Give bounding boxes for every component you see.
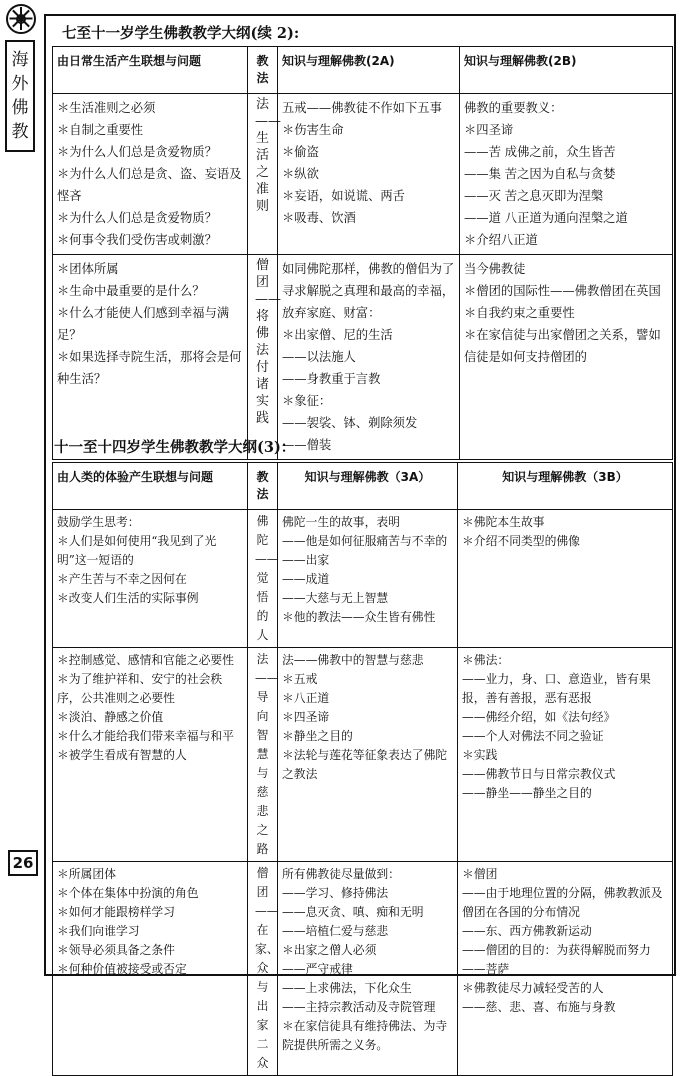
list-item: ＊控制感觉、感情和官能之必要性 — [57, 653, 234, 667]
method-label: 佛陀——觉悟的人 — [255, 514, 279, 642]
list-item: ——静坐——静坐之目的 — [462, 786, 592, 800]
list-item: ＊被学生看成有智慧的人 — [57, 748, 187, 762]
knowledge-b-cell — [458, 862, 673, 1076]
list-item: ＊纵欲 — [282, 167, 319, 181]
header-questions: 由日常生活产生联想与问题 — [53, 47, 248, 94]
list-item: ＊僧团的国际性——佛教僧团在英国 — [464, 284, 661, 298]
list-item: ——他是如何征服痛苦与不幸的 — [282, 534, 448, 548]
list-item: ＊僧团 — [462, 867, 498, 881]
header-method: 教法 — [248, 463, 278, 510]
list-item: ＊生命中最重要的是什么？ — [57, 284, 205, 298]
method-label: 法——导向智慧与慈悲之路 — [255, 652, 279, 856]
list-item: ——成道 — [282, 572, 330, 586]
questions-cell — [53, 510, 248, 648]
page-number: 26 — [8, 850, 38, 876]
list-item: ＊淡泊、静感之价值 — [57, 710, 164, 724]
table-row — [53, 510, 673, 648]
header-knowledge-3b: 知识与理解佛教（3B） — [458, 463, 673, 510]
list-item: ——上求佛法，下化众生 — [282, 981, 412, 995]
table-row — [53, 648, 673, 862]
method-label: 法——生活之准则 — [255, 97, 281, 214]
list-item: ＊个体在集体中扮演的角色 — [57, 886, 199, 900]
list-item: ——袈裟、钵、剃除须发 — [282, 416, 418, 430]
list-item: 所有佛教徒尽量做到： — [282, 867, 400, 881]
list-item: 当今佛教徒 — [464, 262, 526, 276]
method-cell — [248, 94, 281, 255]
list-item: ——佛教节日与日常宗教仪式 — [462, 767, 616, 781]
list-item: ＊领导必须具备之条件 — [57, 943, 175, 957]
questions-cell — [53, 255, 248, 460]
list-item: ＊他的教法——众生皆有佛性 — [282, 610, 436, 624]
list-item: 佛陀一生的故事，表明 — [282, 515, 400, 529]
knowledge-a-cell — [278, 255, 460, 460]
list-item: ＊佛教徒尽力减轻受苦的人 — [462, 981, 604, 995]
questions-cell — [53, 862, 248, 1076]
list-item: ＊生活准则之必须 — [57, 101, 156, 115]
list-item: ＊偷盗 — [282, 145, 319, 159]
list-item: ＊所属团体 — [57, 867, 116, 881]
knowledge-b-cell — [460, 94, 673, 255]
list-item: ＊为什么人们总是贪、盗、妄语及悭吝 — [57, 167, 242, 203]
list-item: ＊四圣谛 — [464, 123, 514, 137]
list-item: 法——佛教中的智慧与慈悲 — [282, 653, 424, 667]
table-row — [53, 94, 673, 255]
list-item: ＊伤害生命 — [282, 123, 344, 137]
list-item: ＊在家信徒与出家僧团之关系，譬如信徒是如何支持僧团的 — [464, 328, 661, 364]
list-item: ＊五戒 — [282, 672, 318, 686]
list-item: ——大慈与无上智慧 — [282, 591, 389, 605]
list-item: ——灭 苦之息灭即为涅槃 — [464, 189, 604, 203]
list-item: ——主持宗教活动及寺院管理 — [282, 1000, 436, 1014]
list-item: ——佛经介绍，如《法句经》 — [462, 710, 616, 724]
table2-title: 十一至十四岁学生佛教教学大纲(3)： — [54, 439, 296, 456]
header-questions: 由人类的体验产生联想与问题 — [53, 463, 248, 510]
method-cell — [248, 648, 278, 862]
method-label: 僧团——将佛法付诸实践 — [255, 258, 281, 426]
list-item: ——业力，身、口、意造业，皆有果报，善有善报，恶有恶报 — [462, 672, 651, 705]
list-item: ＊在家信徒具有维持佛法、为寺院提供所需之义务。 — [282, 1019, 448, 1052]
list-item: ＊我们向谁学习 — [57, 924, 140, 938]
list-item: ——苦 成佛之前，众生皆苦 — [464, 145, 616, 159]
syllabus-table-11-14 — [52, 462, 673, 1076]
list-item: ＊自我约束之重要性 — [464, 306, 575, 320]
list-item: ——菩萨 — [462, 962, 510, 976]
list-item: ＊介绍八正道 — [464, 233, 538, 247]
list-item: ＊四圣谛 — [282, 710, 330, 724]
list-item: 佛教的重要教义： — [464, 101, 563, 115]
list-item: ＊自制之重要性 — [57, 123, 144, 137]
list-item: ——出家 — [282, 553, 330, 567]
list-item: ＊改变人们生活的实际事例 — [57, 591, 199, 605]
knowledge-a-cell — [278, 648, 458, 862]
list-item: ——个人对佛法不同之验证 — [462, 729, 604, 743]
list-item: ＊为什么人们总是贪爱物质？ — [57, 145, 217, 159]
header-method: 教法 — [248, 47, 278, 94]
list-item: ＊何事令我们受伤害或刺激？ — [57, 233, 217, 247]
method-cell — [248, 255, 281, 460]
table-row — [53, 255, 673, 460]
questions-cell — [53, 94, 248, 255]
list-item: ＊何种价值被接受或否定 — [57, 962, 187, 976]
list-item: ＊静坐之目的 — [282, 729, 353, 743]
list-item: ——东、西方佛教新运动 — [462, 924, 592, 938]
list-item: ＊产生苦与不幸之因何在 — [57, 572, 187, 586]
table1-title: 七至十一岁学生佛教教学大纲(续 2): — [62, 25, 300, 42]
method-label: 僧团——在家、众与出家二众 — [255, 866, 279, 1070]
list-item: ——身教重于言教 — [282, 372, 381, 386]
list-item: ——学习、修持佛法 — [282, 886, 389, 900]
list-item: ＊团体所属 — [57, 262, 119, 276]
side-tab-label: 海外佛教 — [5, 40, 35, 152]
list-item: ——培植仁爱与慈悲 — [282, 924, 389, 938]
list-item: ——由于地理位置的分隔，佛教教派及僧团在各国的分布情况 — [462, 886, 663, 919]
list-item: ——道 八正道为通向涅槃之道 — [464, 211, 628, 225]
list-item: ＊吸毒、饮酒 — [282, 211, 356, 225]
side-tab — [5, 4, 35, 152]
list-item: ＊八正道 — [282, 691, 330, 705]
list-item: ＊佛法： — [462, 653, 510, 667]
knowledge-a-cell — [278, 94, 460, 255]
list-item: ＊什么才能给我们带来幸福与和平 — [57, 729, 234, 743]
syllabus-table-7-11 — [52, 46, 673, 460]
header-knowledge-2b: 知识与理解佛教(2B) — [460, 47, 673, 94]
knowledge-b-cell — [460, 255, 673, 460]
knowledge-b-cell — [458, 510, 673, 648]
list-item: ＊为了维护祥和、安宁的社会秩序，公共准则之必要性 — [57, 672, 223, 705]
list-item: ＊如果选择寺院生活，那将会是何种生活？ — [57, 350, 242, 386]
method-cell — [248, 510, 278, 648]
list-item: ＊出家僧、尼的生活 — [282, 328, 393, 342]
list-item: ——僧团的目的：为获得解脱而努力 — [462, 943, 651, 957]
list-item: ＊佛陀本生故事 — [462, 515, 545, 529]
list-item: ＊象征： — [282, 394, 332, 408]
list-item: 鼓励学生思考： — [57, 515, 140, 529]
list-item: ——僧装 — [282, 438, 332, 452]
method-cell — [248, 862, 278, 1076]
list-item: ＊人们是如何使用“我见到了光明”这一短语的 — [57, 534, 217, 567]
knowledge-b-cell — [458, 648, 673, 862]
list-item: ——以法施人 — [282, 350, 356, 364]
dharma-wheel-icon — [6, 4, 36, 34]
list-item: ＊妄语，如说谎、两舌 — [282, 189, 405, 203]
knowledge-a-cell — [278, 510, 458, 648]
header-knowledge-2a: 知识与理解佛教(2A) — [278, 47, 460, 94]
questions-cell — [53, 648, 248, 862]
list-item: ——集 苦之因为自私与贪婪 — [464, 167, 616, 181]
list-item: 五戒——佛教徒不作如下五事 — [282, 101, 442, 115]
list-item: ——慈、悲、喜、布施与身教 — [462, 1000, 616, 1014]
list-item: ＊什么才能使人们感到幸福与满足？ — [57, 306, 230, 342]
list-item: ＊实践 — [462, 748, 498, 762]
list-item: ＊介绍不同类型的佛像 — [462, 534, 580, 548]
list-item: ＊为什么人们总是贪爱物质？ — [57, 211, 217, 225]
knowledge-a-cell — [278, 862, 458, 1076]
list-item: ＊出家之僧人必须 — [282, 943, 377, 957]
table-row — [53, 862, 673, 1076]
list-item: ＊如何才能跟榜样学习 — [57, 905, 175, 919]
header-knowledge-3a: 知识与理解佛教（3A） — [278, 463, 458, 510]
list-item: 如同佛陀那样，佛教的僧侣为了寻求解脱之真理和最高的幸福，放弃家庭、财富： — [282, 262, 455, 320]
list-item: ——严守戒律 — [282, 962, 353, 976]
list-item: ＊法轮与莲花等征象表达了佛陀之教法 — [282, 748, 448, 781]
list-item: ——息灭贪、嗔、痴和无明 — [282, 905, 424, 919]
